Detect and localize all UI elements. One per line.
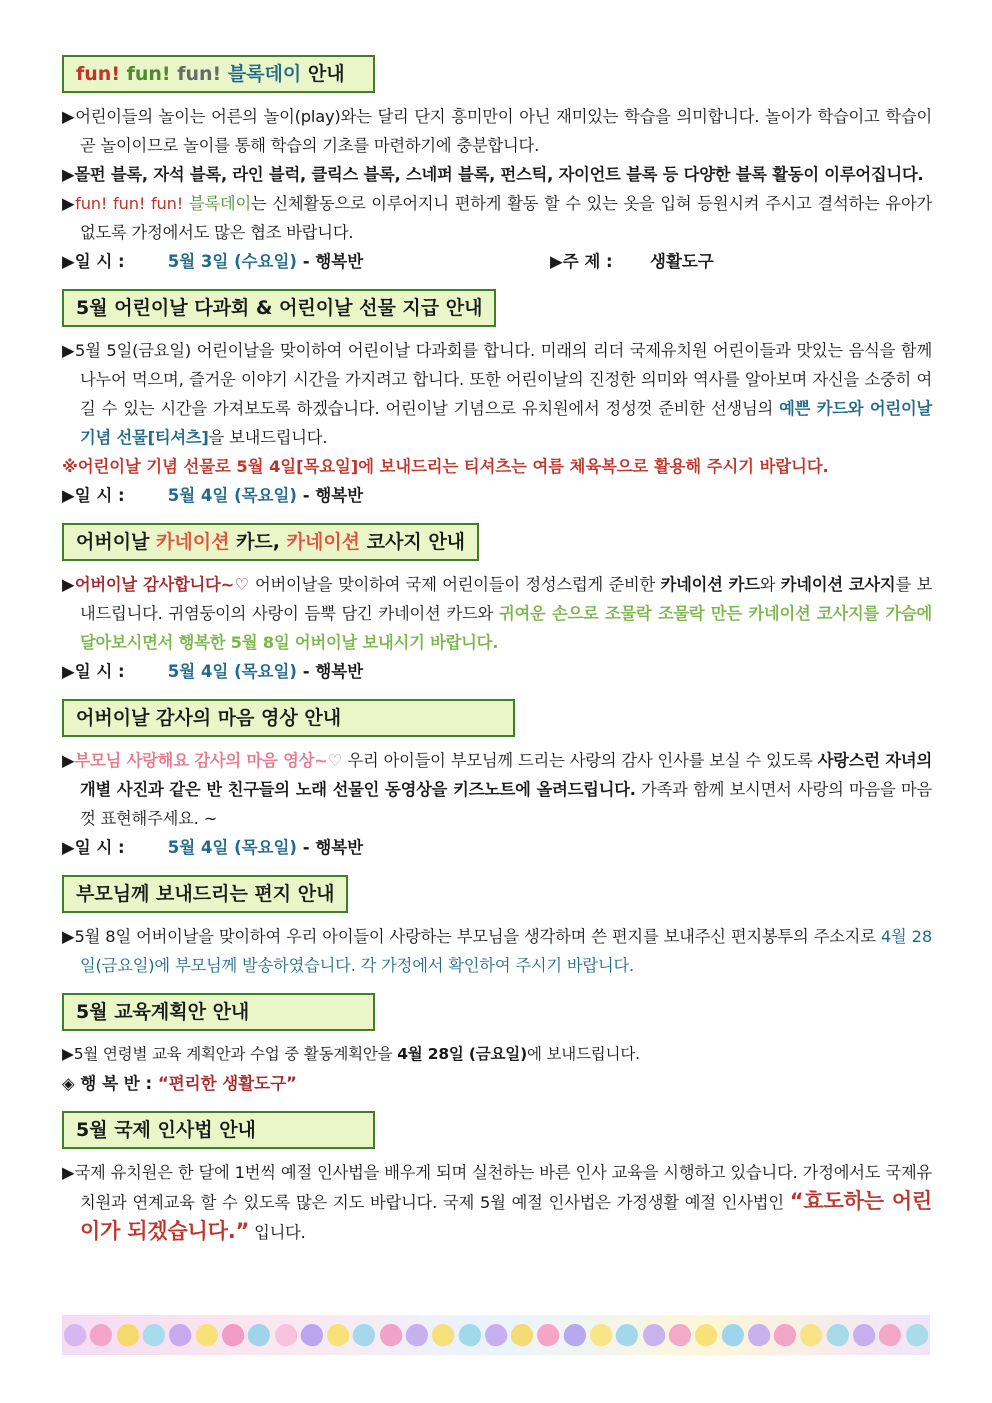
section-title-carnation (62, 523, 479, 561)
paragraph-text: 와 (759, 575, 781, 594)
section-title-letter: 부모님께 보내드리는 편지 안내 (62, 875, 348, 913)
class-name: - 행복반 (302, 838, 364, 857)
date-text: 4월 28일 (금요일) (397, 1045, 527, 1063)
heart-icon (61, 1321, 89, 1349)
paragraph: ▶5월 연령별 교육 계획안과 수업 중 활동계획안을 4월 28일 (금요일)에 보내드립니다. (62, 1045, 640, 1063)
heart-icon (87, 1321, 115, 1349)
theme-value: 생활도구 (650, 252, 714, 271)
title-part: 코사지 안내 (360, 531, 466, 553)
video-title-text: 부모님 사랑해요 감사의 마음 영상~♡ (74, 751, 343, 770)
schedule-row (62, 481, 932, 510)
date-label: ▶일 시 : (62, 252, 125, 271)
section-thanks-video (62, 699, 932, 862)
heart-icon (903, 1321, 931, 1349)
class-label: ◈ 행 복 반 : (62, 1074, 153, 1093)
card-text: 카네이션 카드 (660, 575, 760, 594)
paragraph: ▶어린이들의 놀이는 어른의 놀이(play)와는 달리 단지 흥미만이 아닌 재미있는 학습을 의미합니다. 놀이가 학습이고 학습이 곧 놀이이므로 놀이를 통해 학습의 기초를 마련하기에 충분합니다. (62, 107, 932, 155)
title-carnation: 카네이션 (156, 531, 230, 553)
heart-icon (876, 1321, 904, 1349)
paragraph: ▶국제 유치원은 한 달에 1번씩 예절 인사법을 배우게 되며 실천하는 바른 인사 교육을 시행하고 있습니다. 가정에서도 국제유치원과 연계교육 할 수 있도록 많은 지도 바랍니다. 국제 5월 예절 인사법은 가정생활 예절 인사법인 “효도하는 어린이가 되겠습니다.” 입니다. (62, 1163, 932, 1243)
title-fun-2: fun! (126, 63, 171, 85)
heart-icon (797, 1321, 825, 1349)
title-part: 어버이날 (76, 531, 157, 553)
paragraph-text: 입니다. (249, 1223, 306, 1242)
date-value: 5월 4일 (목요일) (167, 838, 297, 857)
title-fun-3: fun! (177, 63, 222, 85)
heart-icon (850, 1321, 878, 1349)
heart-icon (561, 1321, 589, 1349)
paragraph: ▶5월 8일 어버이날을 맞이하여 우리 아이들이 사랑하는 부모님을 생각하며 쓴 편지를 보내주신 편지봉투의 주소지로 4월 28일(금요일)에 부모님께 발송하였습니다. 각 가정에서 확인하여 주시기 바랍니다. (62, 927, 932, 975)
heart-icon (508, 1321, 536, 1349)
highlight-text: 사랑스런 자녀의 개별 사진과 같은 반 친구들의 노래 선물인 동영상을 키즈노트에 올려드립니다. (80, 751, 932, 799)
decorative-heart-border (62, 1315, 930, 1355)
gift-text: 예쁜 카드와 어린이날 기념 선물[티셔츠] (80, 399, 932, 447)
section-title-greeting: 5월 국제 인사법 안내 (62, 1111, 375, 1149)
heart-icon (114, 1321, 142, 1349)
paragraph-text: 어린이들의 놀이는 어른의 놀이(play)와는 달리 단지 흥미만이 아닌 재미있는 학습을 의미합니다. 놀이가 학습이고 학습이 곧 놀이이므로 놀이를 통해 학습의 기초를 마련하기에 충분합니다. (75, 107, 932, 155)
paragraph-text: 5월 8일 어버이날을 맞이하여 우리 아이들이 사랑하는 부모님을 생각하며 쓴 편지를 보내주신 편지봉투의 주소지로 (74, 927, 881, 946)
class-theme-row (62, 1069, 932, 1098)
notice-text: ※어린이날 기념 선물로 5월 4일[목요일]에 보내드리는 티셔츠는 여름 체육복으로 활용해 주시기 바랍니다. (62, 457, 829, 476)
paragraph-text: 는 신체활동으로 이루어지니 편하게 활동 할 수 있는 옷을 입혀 등원시켜 주시고 결석하는 유아가 없도록 가정에서도 많은 협조 바랍니다. (80, 194, 933, 242)
heart-icon (482, 1321, 510, 1349)
heart-icon (166, 1321, 194, 1349)
section-title-childrens-day: 5월 어린이날 다과회 & 어린이날 선물 지급 안내 (62, 289, 496, 327)
title-fun-1: fun! (76, 63, 120, 85)
greeting-phrase: “효도하는 어린이가 되겠습니다.” (80, 1189, 932, 1243)
section-title-block-day (62, 55, 375, 93)
paragraph-text: 몰펀 블록, 자석 블록, 라인 블럭, 클릭스 블록, 스네퍼 블록, 펀스틱, 자이언트 블록 등 다양한 블록 활동이 이루어집니다. (74, 165, 924, 184)
newsletter-page (62, 55, 932, 1260)
heart-icon (692, 1321, 720, 1349)
paragraph-text: 국제 유치원은 한 달에 1번씩 예절 인사법을 배우게 되며 실천하는 바른 인사 교육을 시행하고 있습니다. 가정에서도 국제유치원과 연계교육 할 수 있도록 많은 지도 바랍니다. 국제 5월 예절 인사법은 가정생활 예절 인사법인 (74, 1163, 932, 1212)
heart-icon (429, 1321, 457, 1349)
date-label: ▶일 시 : (62, 838, 125, 857)
date-value: 5월 3일 (수요일) (167, 252, 297, 271)
section-title-plan: 5월 교육계획안 안내 (62, 993, 375, 1031)
highlight-text: 귀여운 손으로 조물락 조물락 만든 카네이션 코사지를 가슴에 달아보시면서 행복한 5월 8일 어버이날 보내시기 바랍니다. (80, 604, 932, 652)
title-block-day: 블록데이 (227, 63, 302, 85)
section-block-day (62, 55, 932, 276)
schedule-row (62, 833, 932, 862)
section-title-video: 어버이날 감사의 마음 영상 안내 (62, 699, 515, 737)
title-carnation: 카네이션 (286, 531, 361, 553)
section-parents-day-carnation (62, 523, 932, 686)
heart-icon (824, 1321, 852, 1349)
title-part: 카드, (229, 531, 287, 553)
heart-icon (140, 1321, 168, 1349)
corsage-text: 카네이션 코사지 (780, 575, 896, 594)
paragraph: ▶어버이날 감사합니다~♡ 어버이날을 맞이하여 국제 어린이들이 정성스럽게 준비한 카네이션 카드와 카네이션 코사지를 보내드립니다. 귀염둥이의 사랑이 듬뿍 담긴 카네이션 카드와 귀여운 손으로 조물락 조물락 만든 카네이션 코사지를 가슴에 달아보시면서 행복한 5월 8일 어버이날 보내시기 바랍니다. (62, 575, 933, 652)
paragraph-text: 5월 5일(금요일) 어린이날을 맞이하여 어린이날 다과회를 합니다. 미래의 리더 국제유치원 어린이들과 맛있는 음식을 함께 나누어 먹으며, 즐거운 이야기 시간을 가지려고 합니다. 또한 어린이날의 진정한 의미와 역사를 알아보며 자신을 소중히 여길 수 있는 시간을 가져보도록 하겠습니다. 어린이날 기념으로 유치원에서 정성껏 준비한 선생님의 (75, 341, 932, 418)
section-greeting (62, 1111, 932, 1247)
heart-icon (666, 1321, 694, 1349)
date-label: ▶일 시 : (62, 486, 125, 505)
paragraph-text: 우리 아이들이 부모님께 드리는 사랑의 감사 인사를 보실 수 있도록 (342, 751, 818, 770)
class-name: - 행복반 (302, 252, 364, 271)
thanks-text: 어버이날 감사합니다~♡ (74, 575, 250, 594)
heart-icon (377, 1321, 405, 1349)
heart-icon (640, 1321, 668, 1349)
heart-icon (298, 1321, 326, 1349)
paragraph: ▶몰펀 블록, 자석 블록, 라인 블럭, 클릭스 블록, 스네퍼 블록, 펀스틱, 자이언트 블록 등 다양한 블록 활동이 이루어집니다. (62, 165, 924, 184)
date-label: ▶일 시 : (62, 662, 125, 681)
paragraph: ▶5월 5일(금요일) 어린이날을 맞이하여 어린이날 다과회를 합니다. 미래의 리더 국제유치원 어린이들과 맛있는 음식을 함께 나누어 먹으며, 즐거운 이야기 시간을 가지려고 합니다. 또한 어린이날의 진정한 의미와 역사를 알아보며 자신을 소중히 여길 수 있는 시간을 가져보도록 하겠습니다. 어린이날 기념으로 유치원에서 정성껏 준비한 선생님의 예쁜 카드와 어린이날 기념 선물[티셔츠]을 보내드립니다. (62, 341, 932, 447)
heart-icon (613, 1321, 641, 1349)
heart-icon (271, 1321, 299, 1349)
paragraph-text: 를 보내드립니다. 귀염둥이의 사랑이 듬뿍 담긴 카네이션 카드와 (80, 575, 933, 623)
section-letter (62, 875, 932, 980)
class-name: - 행복반 (302, 486, 364, 505)
heart-icon (455, 1321, 483, 1349)
paragraph: ▶fun! fun! fun! 블록데이는 신체활동으로 이루어지니 편하게 활동 할 수 있는 옷을 입혀 등원시켜 주시고 결석하는 유아가 없도록 가정에서도 많은 협조 바랍니다. (62, 194, 933, 242)
section-childrens-day (62, 289, 932, 510)
heart-icon (745, 1321, 773, 1349)
heart-icon (193, 1321, 221, 1349)
heart-icon (403, 1321, 431, 1349)
theme-label: ▶주 제 : (550, 252, 613, 271)
paragraph-text: 5월 연령별 교육 계획안과 수업 중 활동계획안을 (73, 1045, 398, 1063)
heart-icon (587, 1321, 615, 1349)
heart-icon (771, 1321, 799, 1349)
class-name: - 행복반 (302, 662, 364, 681)
date-value: 5월 4일 (목요일) (167, 662, 297, 681)
schedule-row (62, 657, 932, 686)
block-day-text: 블록데이 (188, 194, 251, 213)
class-theme-value: “편리한 생활도구” (157, 1074, 297, 1093)
paragraph-text: 어버이날을 맞이하여 국제 어린이들이 정성스럽게 준비한 (249, 575, 661, 594)
schedule-row (62, 247, 932, 276)
fun-text: fun! fun! fun! (75, 194, 184, 213)
title-tail: 안내 (307, 63, 345, 85)
paragraph-text: 을 보내드립니다. (208, 428, 328, 447)
heart-icon (534, 1321, 562, 1349)
paragraph-text: 에 보내드립니다. (526, 1045, 640, 1063)
heart-icon (219, 1321, 247, 1349)
paragraph: ▶부모님 사랑해요 감사의 마음 영상~♡ 우리 아이들이 부모님께 드리는 사랑의 감사 인사를 보실 수 있도록 사랑스런 자녀의 개별 사진과 같은 반 친구들의 노래 선물인 동영상을 키즈노트에 올려드립니다. 가족과 함께 보시면서 사랑의 마음을 마음껏 표현해주세요. ~ (62, 751, 933, 828)
heart-icon (718, 1321, 746, 1349)
heart-icon (350, 1321, 378, 1349)
date-value: 5월 4일 (목요일) (167, 486, 297, 505)
heart-icon (324, 1321, 352, 1349)
highlight-text: 4월 28일(금요일)에 부모님께 발송하였습니다. 각 가정에서 확인하여 주시기 바랍니다. (80, 927, 932, 975)
heart-icon (245, 1321, 273, 1349)
paragraph-text: 가족과 함께 보시면서 사랑의 마음을 마음껏 표현해주세요. ~ (80, 780, 933, 828)
section-education-plan (62, 993, 932, 1098)
